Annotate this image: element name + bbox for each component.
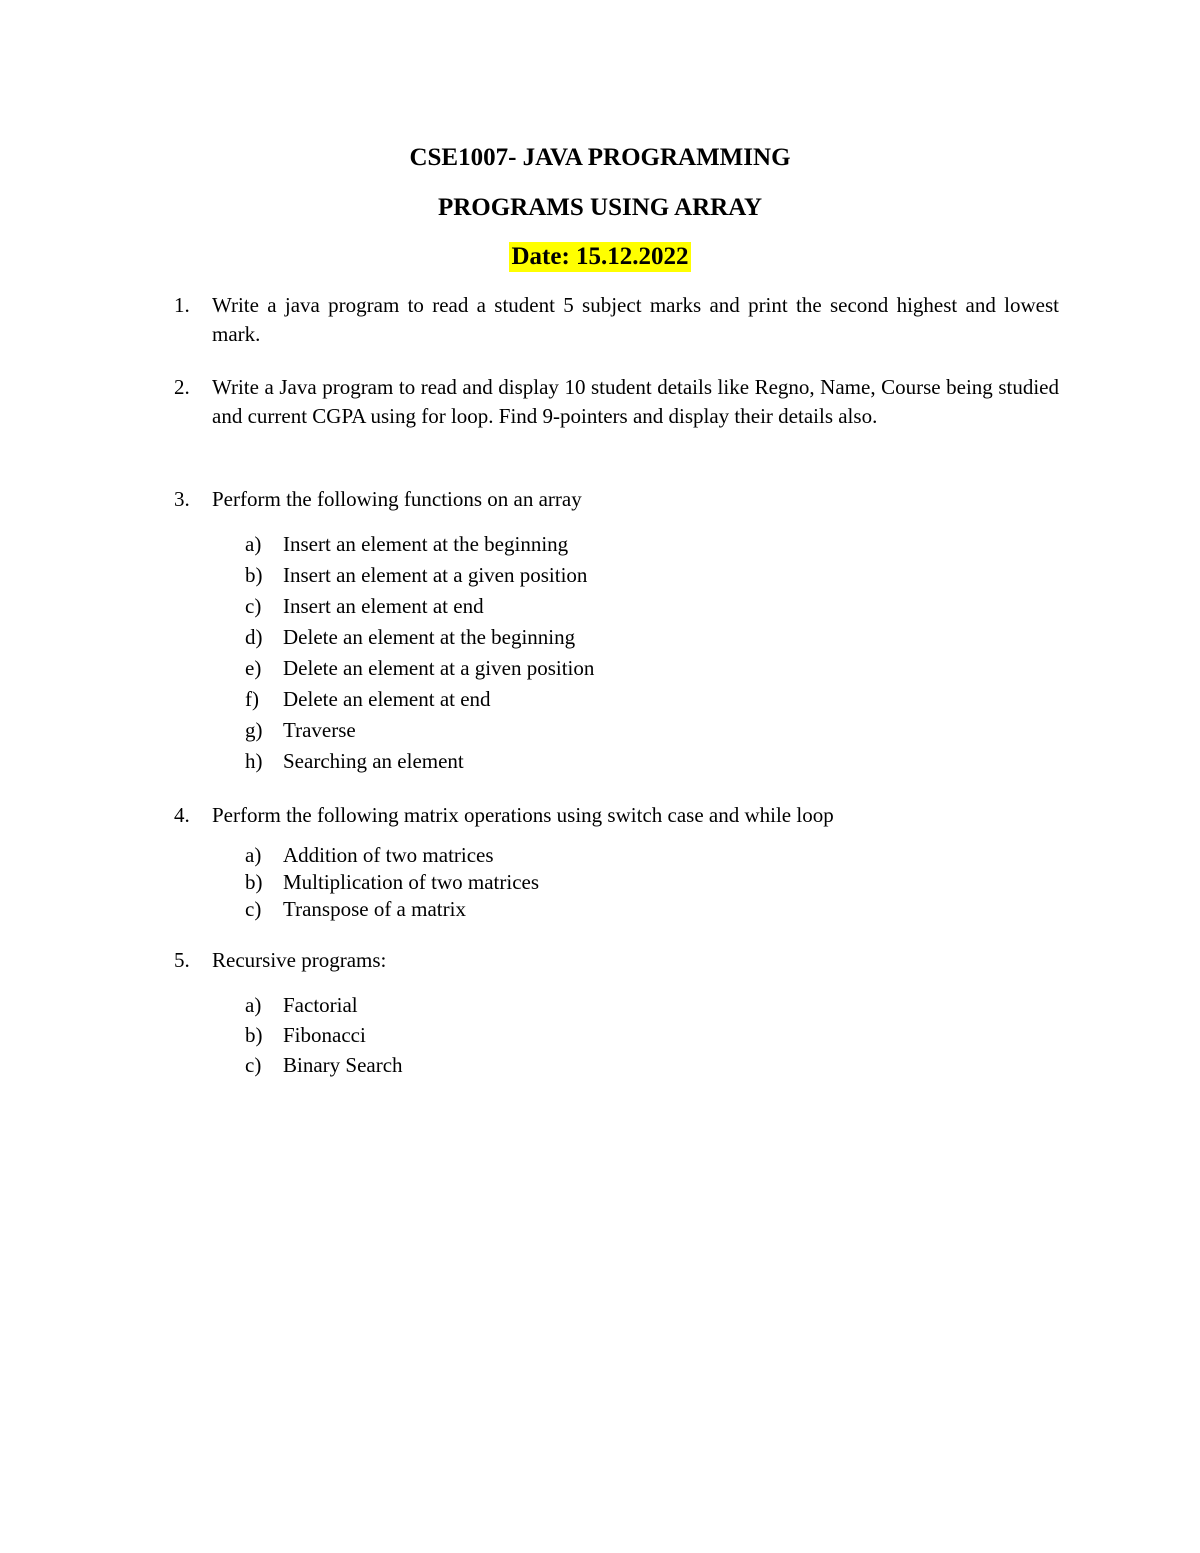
question-5 xyxy=(174,946,1059,975)
item-label: a) xyxy=(245,843,262,867)
item-text: Delete an element at the beginning xyxy=(283,625,576,649)
item-text: Factorial xyxy=(283,993,358,1017)
question-1 xyxy=(174,291,1059,349)
date-line xyxy=(0,242,1200,272)
item-label: e) xyxy=(245,656,262,680)
item-text: Insert an element at end xyxy=(283,594,484,618)
question-text: Write a Java program to read and display 10 student details like Regno, Name, Course being studied and current CGPA using for loop. Find 9-pointers and display their details also. xyxy=(212,375,1059,428)
item-label: a) xyxy=(245,993,262,1017)
item-label: a) xyxy=(245,532,262,556)
question-number: 4. xyxy=(174,803,190,827)
item-text: Traverse xyxy=(283,718,356,742)
course-title: CSE1007- JAVA PROGRAMMING xyxy=(409,144,791,171)
item-text: Multiplication of two matrices xyxy=(283,870,540,894)
item-text: Searching an element xyxy=(283,749,464,773)
question-3 xyxy=(174,485,1059,514)
item-text: Fibonacci xyxy=(283,1023,366,1047)
item-text: Insert an element at a given position xyxy=(283,563,588,587)
question-number: 2. xyxy=(174,375,190,399)
item-label: b) xyxy=(245,870,263,894)
question-text: Write a java program to read a student 5 subject marks and print the second highest and lowest mark. xyxy=(212,293,1059,346)
question-text: Perform the following functions on an array xyxy=(212,487,582,511)
item-label: f) xyxy=(245,687,259,711)
page-subtitle: PROGRAMS USING ARRAY xyxy=(437,194,763,221)
item-text: Delete an element at end xyxy=(283,687,491,711)
item-text: Insert an element at the beginning xyxy=(283,532,569,556)
question-4 xyxy=(174,801,1059,830)
date-highlight: Date: 15.12.2022 xyxy=(511,243,689,270)
item-text: Binary Search xyxy=(283,1053,403,1077)
item-label: g) xyxy=(245,718,263,742)
item-label: b) xyxy=(245,563,263,587)
item-label: h) xyxy=(245,749,263,773)
question-number: 3. xyxy=(174,487,190,511)
question-number: 1. xyxy=(174,293,190,317)
question-text: Recursive programs: xyxy=(212,948,387,972)
item-label: c) xyxy=(245,1053,262,1077)
item-label: b) xyxy=(245,1023,263,1047)
item-label: c) xyxy=(245,897,262,921)
item-label: c) xyxy=(245,594,262,618)
question-number: 5. xyxy=(174,948,190,972)
item-text: Transpose of a matrix xyxy=(283,897,466,921)
item-label: d) xyxy=(245,625,263,649)
item-text: Delete an element at a given position xyxy=(283,656,595,680)
item-text: Addition of two matrices xyxy=(283,843,494,867)
question-text: Perform the following matrix operations using switch case and while loop xyxy=(212,803,834,827)
question-2 xyxy=(174,373,1059,431)
